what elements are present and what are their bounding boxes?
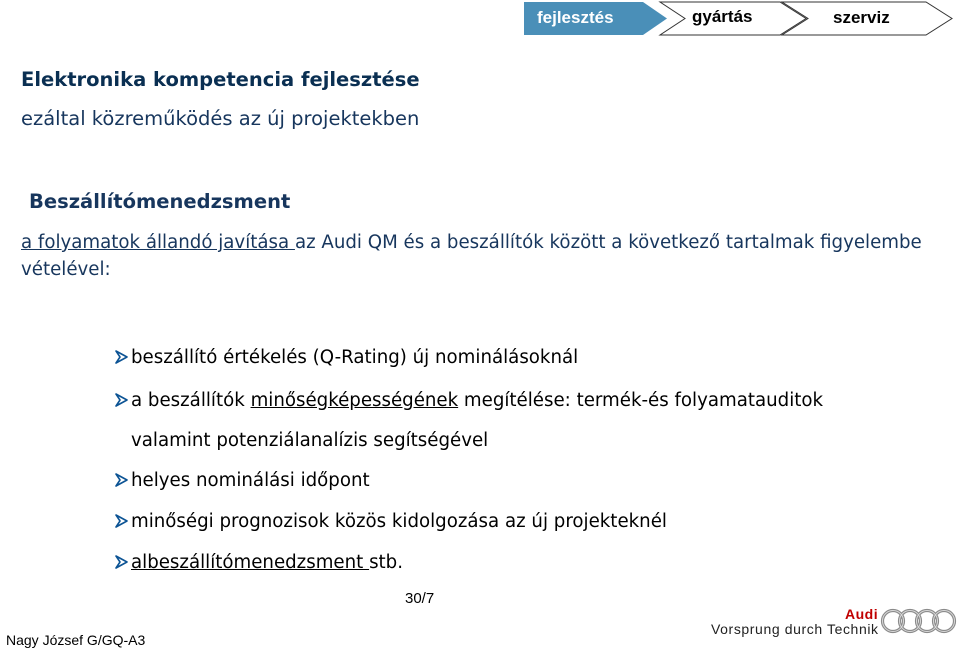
section-intro [21,229,956,283]
list-item [114,552,403,574]
bullet-text: beszállító értékelés (Q-Rating) új nominálásoknál [131,347,579,368]
bullet-text: helyes nominálási időpont [131,470,370,491]
bullet-text: a beszállítók [131,390,251,411]
process-chevron-nav [0,0,960,40]
bullet-underlined-text[interactable]: minőségképességének [250,390,459,411]
list-item [114,511,667,533]
audi-claim: Vorsprung durch Technik [711,621,879,637]
bullet-text: megítélése: termék-és folyamatauditok [458,390,824,411]
arrow-bullet-icon [114,473,129,487]
list-item [114,470,370,492]
intro-link[interactable]: a folyamatok állandó javítása [21,232,295,253]
chevron-shapes [0,0,960,40]
section-title: Beszállítómenedzsment [29,190,291,213]
bullet-text: minőségi prognozisok közös kidolgozása az új projekteknél [131,511,667,532]
list-item [114,347,578,369]
arrow-bullet-icon [114,350,129,364]
audi-wordmark: Audi [845,606,879,622]
arrow-bullet-icon [114,555,129,569]
intro-text: az Audi QM és a beszállítók között a következő tartalmak figyelembe vételével: [21,232,922,280]
bullet-continuation: valamint potenziálanalízis segítségével [131,430,489,451]
page-number: 30/7 [405,590,435,607]
audi-rings-logo [880,604,958,638]
page-title: Elektronika kompetencia fejlesztése [21,68,420,91]
arrow-bullet-icon [114,393,129,407]
author-footer: Nagy József G/GQ-A3 [6,632,146,648]
bullet-underlined-text[interactable]: albeszállítómenedzsment [131,552,370,573]
nav-step-fejlesztes[interactable]: fejlesztés [537,8,614,27]
arrow-bullet-icon [114,514,129,528]
nav-step-gyartas[interactable]: gyártás [692,7,753,26]
page-subtitle: ezáltal közreműködés az új projektekben [21,107,420,130]
list-item [114,390,823,412]
nav-step-szerviz[interactable]: szerviz [833,8,890,27]
bullet-text: stb. [369,552,403,573]
